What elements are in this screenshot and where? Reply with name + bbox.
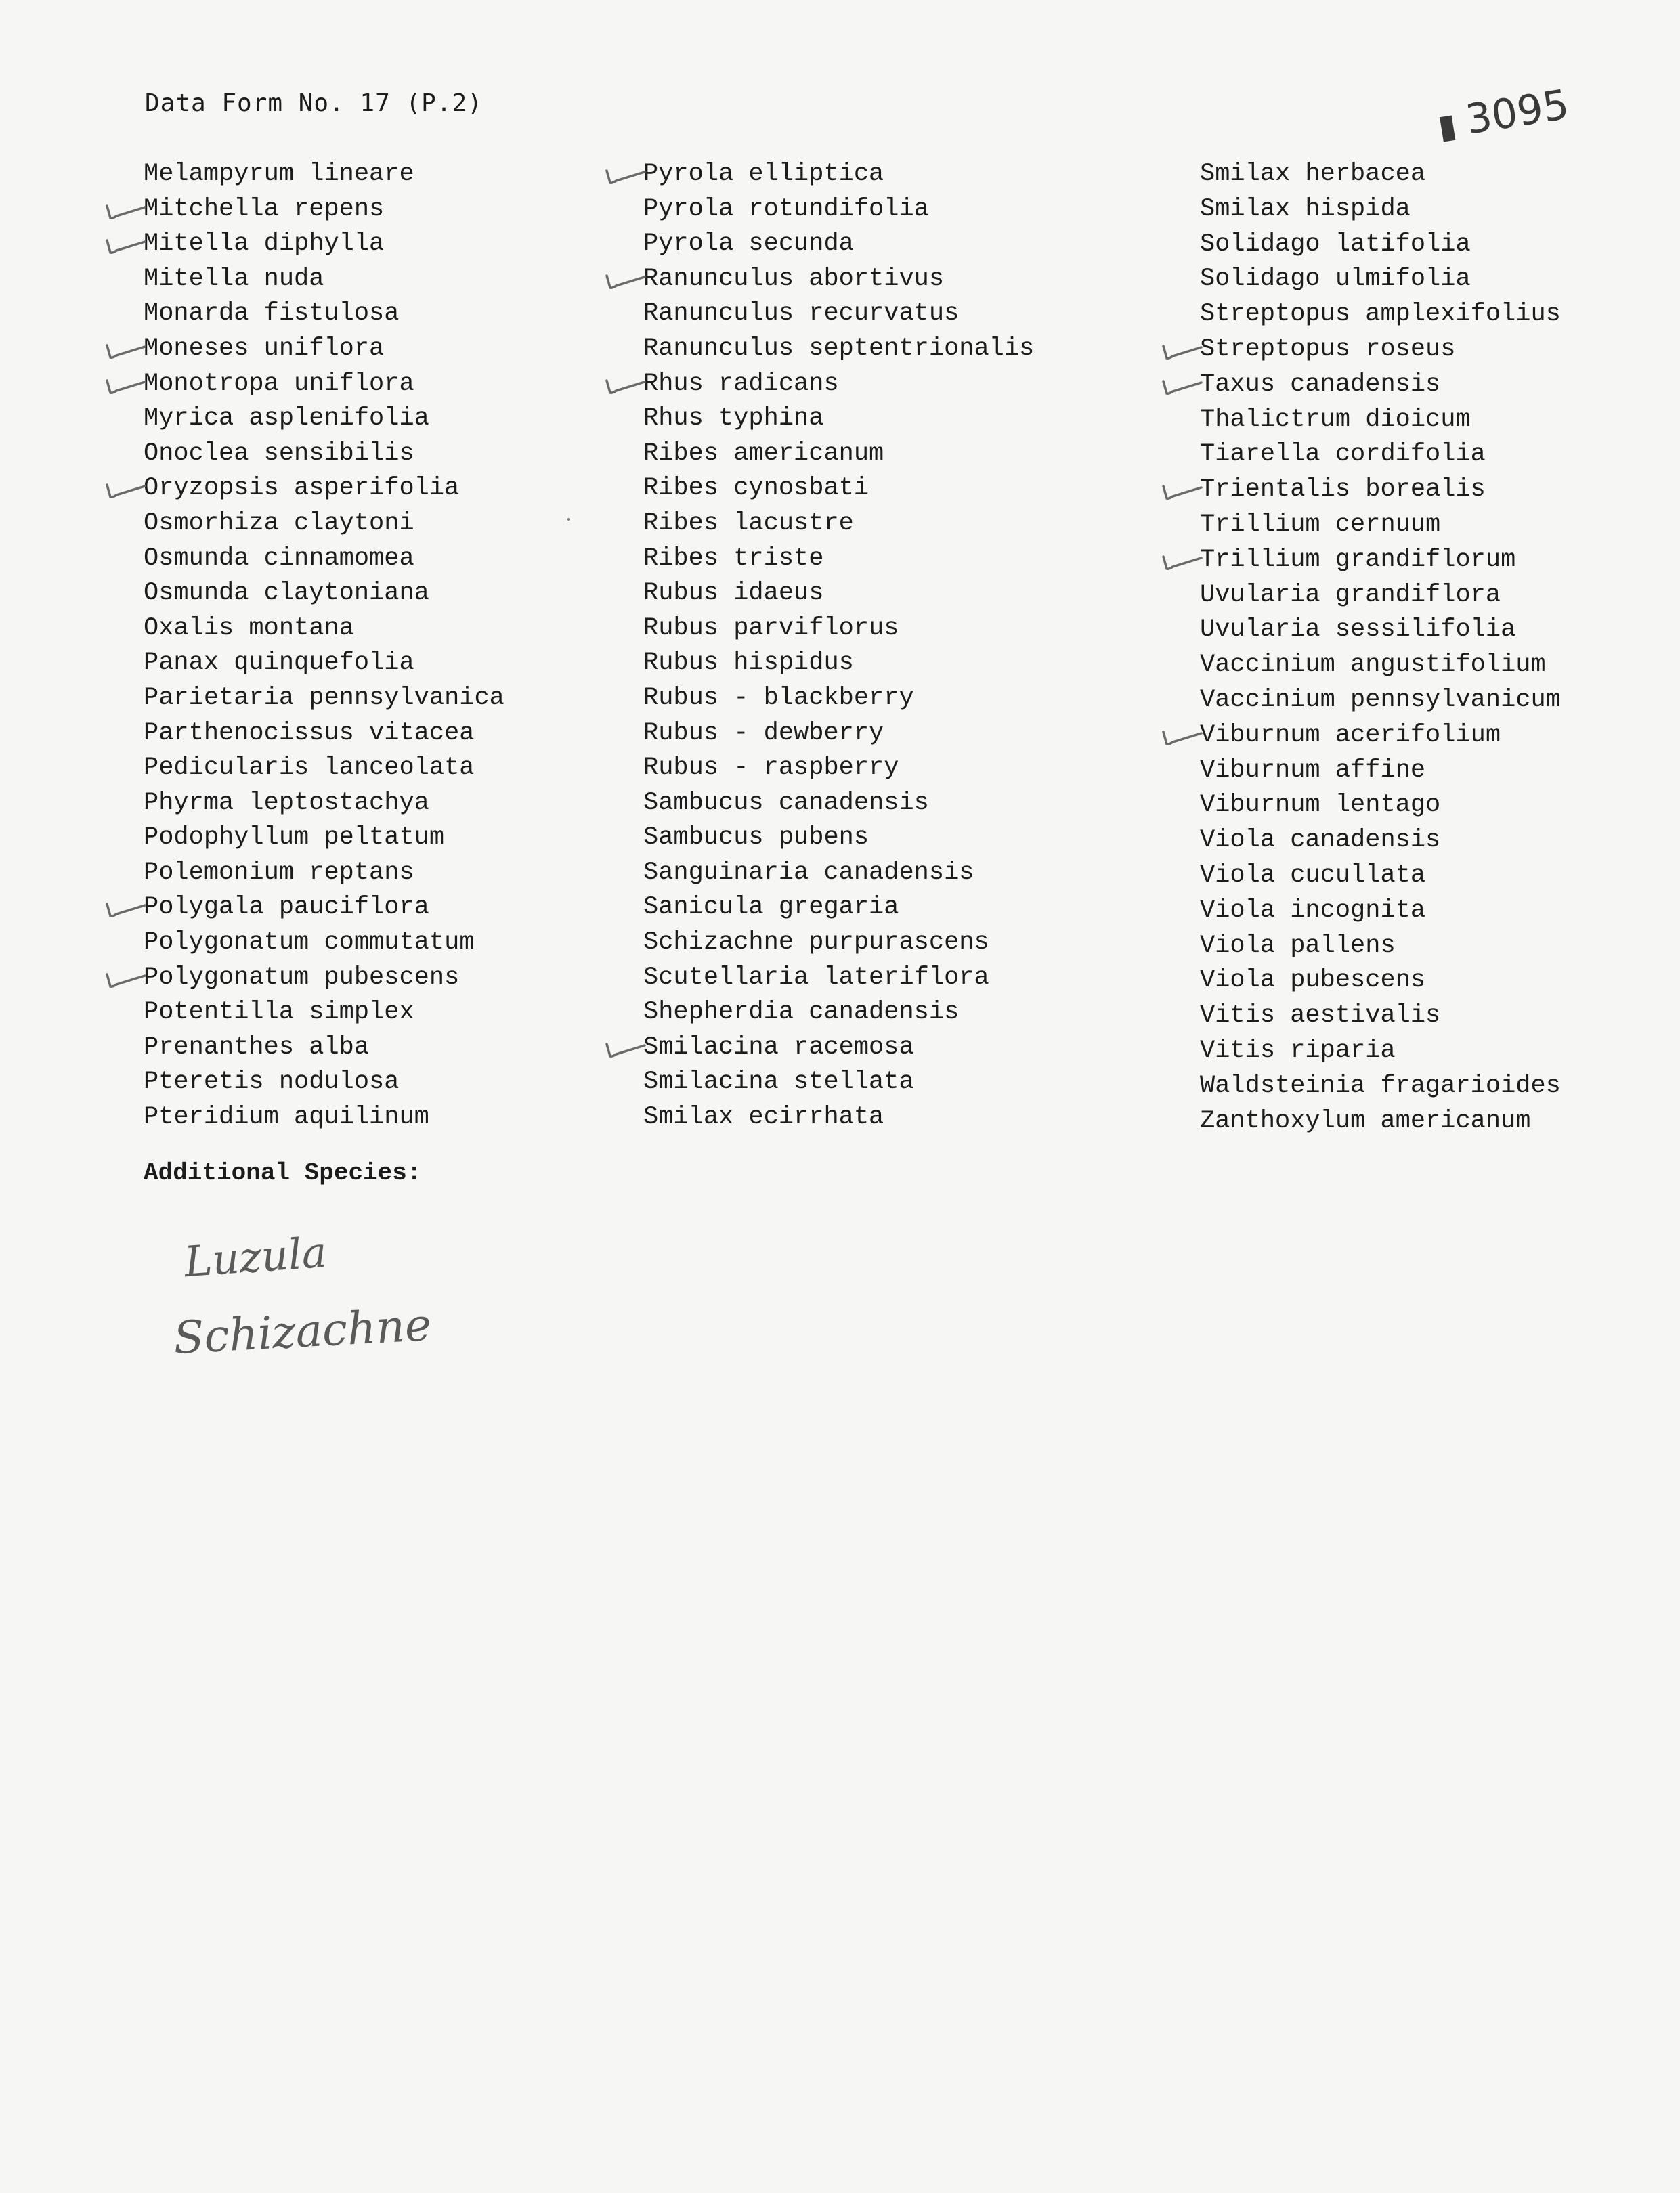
species-name: Parthenocissus vitacea: [144, 718, 475, 747]
species-item: [643, 471, 1034, 506]
species-item: [144, 751, 504, 786]
species-item: [643, 751, 1034, 786]
species-item: [643, 506, 1034, 542]
species-item: [1200, 192, 1561, 227]
species-name: Pyrola secunda: [643, 230, 854, 259]
species-item: [643, 716, 1034, 752]
handwritten-species-2: Schizachne: [172, 1299, 433, 1364]
species-name: Streptopus roseus: [1200, 334, 1456, 364]
species-item: [144, 297, 504, 332]
species-item: [643, 367, 1034, 402]
species-item: [144, 995, 504, 1030]
species-name: Moneses uniflora: [144, 334, 385, 363]
species-item: [643, 821, 1034, 856]
species-name: Polygonatum commutatum: [144, 928, 475, 957]
catalog-stamp: [1434, 81, 1572, 148]
species-name: Rhus radicans: [643, 369, 839, 398]
species-name: Viburnum lentago: [1200, 791, 1441, 820]
species-name: Viola canadensis: [1200, 826, 1441, 855]
species-item: [144, 227, 504, 262]
species-item: [1200, 859, 1561, 894]
species-name: Oxalis montana: [144, 613, 354, 643]
species-name: Viola cucullata: [1200, 861, 1426, 890]
species-item: [643, 576, 1034, 611]
species-name: Shepherdia canadensis: [643, 998, 960, 1027]
pencil-checkmark-icon: [604, 272, 646, 290]
pencil-checkmark-icon: [104, 900, 146, 919]
species-item: [144, 926, 504, 961]
species-name: Monotropa uniflora: [144, 369, 414, 398]
species-column-1: [144, 157, 504, 1135]
species-name: Viola pubescens: [1200, 966, 1426, 995]
species-item: [144, 437, 504, 472]
species-item: [643, 646, 1034, 681]
species-item: [1200, 613, 1561, 648]
species-name: Vaccinium angustifolium: [1200, 651, 1546, 680]
species-name: Rubus parviflorus: [643, 613, 899, 643]
species-item: [1200, 297, 1561, 332]
species-item: [1200, 403, 1561, 438]
species-name: Polemonium reptans: [144, 858, 414, 887]
species-name: Rubus - raspberry: [643, 754, 899, 783]
species-column-2: [643, 157, 1034, 1135]
species-name: Osmunda cinnamomea: [144, 544, 414, 573]
pencil-checkmark-icon: [104, 341, 146, 360]
species-name: Trillium cernuum: [1200, 510, 1441, 539]
species-item: [1200, 437, 1561, 473]
ink-speck: [567, 518, 570, 521]
species-item: [643, 157, 1034, 192]
species-name: Solidago ulmifolia: [1200, 265, 1471, 294]
species-item: [1200, 718, 1561, 754]
species-item: [144, 506, 504, 542]
pencil-checkmark-icon: [104, 376, 146, 395]
species-item: [643, 542, 1034, 577]
species-name: Smilax ecirrhata: [643, 1103, 884, 1132]
species-name: Pteridium aquilinum: [144, 1103, 429, 1132]
species-name: Vaccinium pennsylvanicum: [1200, 685, 1561, 714]
pencil-checkmark-icon: [104, 481, 146, 500]
species-item: [144, 401, 504, 437]
species-item: [643, 995, 1034, 1030]
species-name: Pedicularis lanceolata: [144, 754, 475, 783]
species-name: Viola pallens: [1200, 931, 1396, 960]
species-item: [1200, 683, 1561, 718]
species-name: Sanicula gregaria: [643, 893, 899, 922]
species-item: [1200, 754, 1561, 789]
species-item: [144, 1065, 504, 1100]
species-item: [643, 297, 1034, 332]
species-name: Osmunda claytoniana: [144, 579, 429, 608]
species-name: Solidago latifolia: [1200, 230, 1471, 259]
pencil-checkmark-icon: [1161, 482, 1203, 501]
species-item: [1200, 578, 1561, 613]
species-name: Smilax herbacea: [1200, 160, 1426, 188]
species-item: [643, 227, 1034, 262]
species-name: Myrica asplenifolia: [144, 404, 429, 433]
species-name: Ranunculus septentrionalis: [643, 334, 1035, 363]
species-item: [144, 681, 504, 716]
species-name: Parietaria pennsylvanica: [144, 683, 504, 712]
species-name: Oryzopsis asperifolia: [144, 474, 460, 503]
species-item: [1200, 894, 1561, 929]
species-item: [643, 961, 1034, 996]
species-name: Smilacina stellata: [643, 1068, 914, 1097]
species-item: [643, 890, 1034, 926]
species-name: Ranunculus recurvatus: [643, 299, 960, 328]
species-name: Trientalis borealis: [1200, 475, 1486, 504]
species-item: [144, 1030, 504, 1066]
species-name: Thalictrum dioicum: [1200, 405, 1471, 434]
species-item: [144, 542, 504, 577]
species-item: [643, 332, 1034, 367]
species-item: [144, 576, 504, 611]
species-item: [144, 890, 504, 926]
species-item: [144, 262, 504, 297]
species-item: [643, 192, 1034, 227]
species-name: Uvularia sessilifolia: [1200, 615, 1516, 645]
species-name: Rubus idaeus: [643, 579, 824, 608]
species-name: Sambucus canadensis: [643, 788, 929, 817]
species-item: [1200, 262, 1561, 297]
species-name: Trillium grandiflorum: [1200, 545, 1516, 574]
species-name: Schizachne purpurascens: [643, 928, 989, 957]
pencil-checkmark-icon: [104, 202, 146, 221]
species-name: Ranunculus abortivus: [643, 264, 945, 293]
species-item: [643, 926, 1034, 961]
species-item: [643, 401, 1034, 437]
pencil-checkmark-icon: [604, 167, 646, 186]
species-item: [144, 367, 504, 402]
species-name: Sambucus pubens: [643, 823, 869, 852]
species-name: Potentilla simplex: [144, 998, 414, 1027]
species-item: [144, 157, 504, 192]
species-name: Zanthoxylum americanum: [1200, 1106, 1531, 1135]
species-item: [144, 611, 504, 647]
species-name: Ribes lacustre: [643, 508, 854, 538]
species-name: Waldsteinia fragarioides: [1200, 1071, 1561, 1100]
species-item: [643, 681, 1034, 716]
species-item: [144, 192, 504, 227]
species-item: [1200, 999, 1561, 1034]
pencil-checkmark-icon: [1161, 342, 1203, 361]
species-item: [643, 1065, 1034, 1100]
species-name: Rubus - dewberry: [643, 718, 884, 747]
pencil-checkmark-icon: [604, 1040, 646, 1059]
species-item: [144, 961, 504, 996]
species-name: Polygala pauciflora: [144, 893, 429, 922]
species-name: Sanguinaria canadensis: [643, 858, 974, 887]
species-name: Scutellaria lateriflora: [643, 963, 989, 992]
species-name: Panax quinquefolia: [144, 649, 414, 678]
species-item: [1200, 648, 1561, 683]
species-name: Osmorhiza claytoni: [144, 508, 414, 538]
species-name: Phyrma leptostachya: [144, 788, 429, 817]
species-item: [643, 262, 1034, 297]
species-item: [144, 1100, 504, 1135]
species-item: [1200, 823, 1561, 859]
species-name: Viburnum affine: [1200, 756, 1426, 785]
species-name: Monarda fistulosa: [144, 299, 400, 328]
species-name: Pyrola rotundifolia: [643, 194, 929, 223]
pencil-checkmark-icon: [1161, 728, 1203, 747]
species-name: Ribes cynosbati: [643, 474, 869, 503]
form-header: Data Form No. 17 (P.2): [145, 89, 483, 117]
species-name: Taxus canadensis: [1200, 370, 1441, 399]
species-item: [1200, 368, 1561, 403]
species-item: [1200, 473, 1561, 508]
species-name: Viola incognita: [1200, 896, 1426, 925]
pencil-checkmark-icon: [1161, 377, 1203, 396]
species-name: Pteretis nodulosa: [144, 1068, 400, 1097]
pencil-checkmark-icon: [104, 970, 146, 989]
species-name: Mitchella repens: [144, 194, 385, 223]
species-item: [1200, 543, 1561, 578]
species-item: [643, 1030, 1034, 1066]
species-name: Viburnum acerifolium: [1200, 720, 1501, 750]
species-name: Tiarella cordifolia: [1200, 440, 1486, 469]
species-item: [1200, 788, 1561, 823]
species-item: [1200, 963, 1561, 999]
species-column-3: [1200, 157, 1561, 1139]
stamp-mark-icon: ▮: [1435, 106, 1459, 147]
species-item: [1200, 227, 1561, 263]
species-item: [1200, 1034, 1561, 1069]
species-item: [1200, 157, 1561, 192]
species-name: Prenanthes alba: [144, 1033, 370, 1062]
species-item: [144, 786, 504, 821]
species-item: [643, 856, 1034, 891]
additional-species-label: Additional Species:: [144, 1159, 422, 1187]
species-item: [643, 1100, 1034, 1135]
species-item: [1200, 508, 1561, 543]
species-name: Smilacina racemosa: [643, 1033, 914, 1062]
species-name: Ribes triste: [643, 544, 824, 573]
pencil-checkmark-icon: [104, 236, 146, 255]
species-name: Smilax hispida: [1200, 194, 1410, 223]
species-item: [144, 471, 504, 506]
species-name: Vitis riparia: [1200, 1036, 1396, 1065]
species-name: Pyrola elliptica: [643, 160, 884, 188]
handwritten-species-1: Luzula: [182, 1227, 328, 1287]
species-name: Onoclea sensibilis: [144, 439, 414, 468]
species-name: Streptopus amplexifolius: [1200, 300, 1561, 329]
species-item: [1200, 1104, 1561, 1139]
species-name: Podophyllum peltatum: [144, 823, 445, 852]
species-name: Ribes americanum: [643, 439, 884, 468]
species-name: Rhus typhina: [643, 404, 824, 433]
species-name: Mitella nuda: [144, 264, 324, 293]
species-item: [1200, 929, 1561, 964]
species-name: Uvularia grandiflora: [1200, 580, 1501, 609]
species-item: [144, 856, 504, 891]
species-item: [1200, 1069, 1561, 1104]
species-item: [643, 786, 1034, 821]
pencil-checkmark-icon: [1161, 552, 1203, 571]
stamp-number: 3095: [1462, 81, 1572, 144]
species-item: [1200, 332, 1561, 368]
species-item: [643, 437, 1034, 472]
species-name: Vitis aestivalis: [1200, 1001, 1441, 1030]
species-item: [144, 821, 504, 856]
species-name: Rubus hispidus: [643, 649, 854, 678]
species-item: [144, 332, 504, 367]
species-name: Rubus - blackberry: [643, 683, 914, 712]
species-name: Polygonatum pubescens: [144, 963, 460, 992]
species-item: [144, 716, 504, 752]
pencil-checkmark-icon: [604, 376, 646, 395]
species-item: [643, 611, 1034, 647]
species-item: [144, 646, 504, 681]
species-name: Mitella diphylla: [144, 230, 385, 259]
species-name: Melampyrum lineare: [144, 160, 414, 188]
